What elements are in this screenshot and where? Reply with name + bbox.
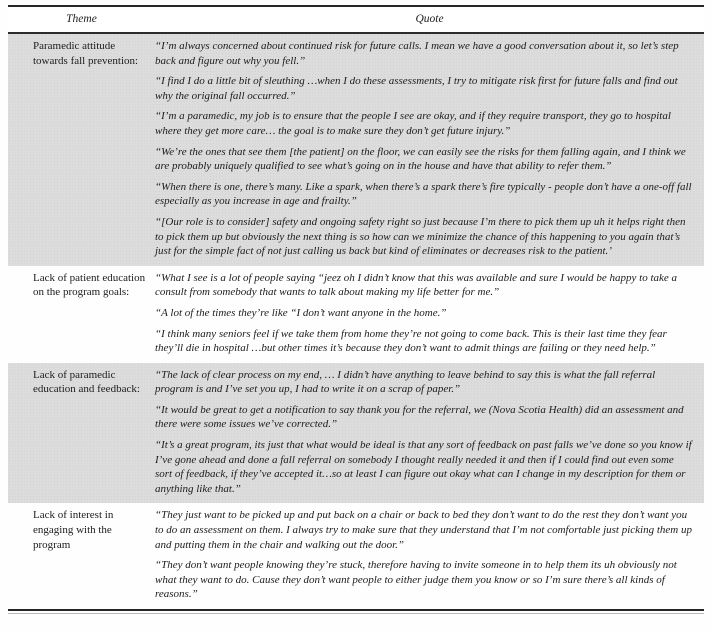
quote-paragraph: “[Our role is to consider] safety and ongoing safety right so just because I’m there to pick them up uh it helps right then to pick them up but obviously the next thing is so how can we minimize the chance of this happening to you again that’s just for the simple fact of not just calling us back but kind of eliminates or decreases risk to the patient.’ bbox=[155, 215, 686, 258]
quote-cell bbox=[155, 271, 704, 356]
table-body bbox=[8, 34, 704, 609]
theme-cell: Lack of patient education on the program goals: bbox=[33, 271, 146, 299]
table-bottom-rules bbox=[8, 609, 704, 614]
column-header-quote: Quote bbox=[415, 13, 444, 25]
quote-paragraph: “I’m always concerned about continued risk for future calls. I mean we have a good conversation about it, so let’s step back and figure out why you fell.” bbox=[155, 40, 679, 67]
table-row bbox=[8, 363, 704, 504]
quote-cell bbox=[155, 39, 704, 259]
table-bottom-rule bbox=[8, 609, 704, 611]
quote-cell bbox=[155, 368, 704, 497]
quote-paragraph: “It would be great to get a notification to say thank you for the referral, we (Nova Scotia Health) did an assessment and there were some issues we’ve corrected.” bbox=[155, 403, 684, 431]
theme-cell: Lack of paramedic education and feedback: bbox=[33, 368, 140, 396]
quote-paragraph: “I think many seniors feel if we take them from home they’re not going to come back. This is their last time they fear they’ll die in hospital …but other times it’s because they don’t want to admit things are failing or they need help.” bbox=[155, 327, 667, 355]
quote-paragraph: “When there is one, there’s many. Like a spark, when there’s a spark there’s fire typically - people don’t have a one-off fall especially as you increase in age and frailty.” bbox=[155, 180, 692, 208]
quote-paragraph: “They don’t want people knowing they’re stuck, therefore having to invite someone in to help them its uh obviously not what they want to do. Cause they don’t want people to either judge them you know or so I’m sure there’s all kinds of reasons.” bbox=[155, 559, 677, 601]
quote-paragraph: “What I see is a lot of people saying “jeez oh I didn’t know that this was available and sure I would be happy to take a consult from somebody that wants to talk about making my life better for me.” bbox=[155, 271, 678, 299]
quote-paragraph: “A lot of the times they’re like “I don’t want anyone in the home.” bbox=[155, 306, 447, 319]
theme-cell: Paramedic attitude towards fall prevention: bbox=[33, 40, 139, 67]
table-bottom-rule-shadow bbox=[8, 613, 704, 614]
quote-cell bbox=[155, 508, 704, 602]
quote-paragraph: “The lack of clear process on my end, … I didn’t have anything to leave behind to say this is what the fall referral program is and I’ve set you up, I had to write it on a scrap of paper.” bbox=[155, 368, 656, 396]
table-header-row bbox=[8, 7, 704, 32]
quote-paragraph: “We’re the ones that see them [the patient] on the floor, we can easily see the risks for them falling again, and I think we are probably uniquely qualified to see what’s going on in the house and have that ability to refer them.” bbox=[155, 145, 686, 173]
quote-paragraph: “I find I do a little bit of sleuthing …when I do these assessments, I try to mitigate risk first for future falls and find out why the original fall occurred.” bbox=[155, 75, 678, 102]
table-row bbox=[8, 503, 704, 609]
table-row bbox=[8, 34, 704, 266]
table-row bbox=[8, 266, 704, 363]
quote-paragraph: “They just want to be picked up and put back on a chair or back to bed they don’t want to do the rest they don’t want you to do an assessment on them. I always try to make sure that they understand that I’m not comfortable just picking them up and putting them in the chair and walking out the door.” bbox=[155, 509, 692, 551]
quote-paragraph: “It’s a great program, its just that what would be ideal is that any sort of feedback on past falls we’ve done so you know if I’ve gone ahead and done a fall referral on somebody I thought really needed it and then if I could find out even some sort of feedback, if they’ve accepted it…so at least I can figure out okay what can I change in my description for them or anything like that.” bbox=[155, 439, 692, 495]
theme-cell: Lack of interest in engaging with the program bbox=[33, 509, 114, 551]
column-header-theme: Theme bbox=[66, 13, 97, 25]
quote-paragraph: “I’m a paramedic, my job is to ensure that the people I see are okay, and if they require transport, they go to hospital where they get more care… the goal is to make sure they don’t get future injury.” bbox=[155, 110, 671, 137]
